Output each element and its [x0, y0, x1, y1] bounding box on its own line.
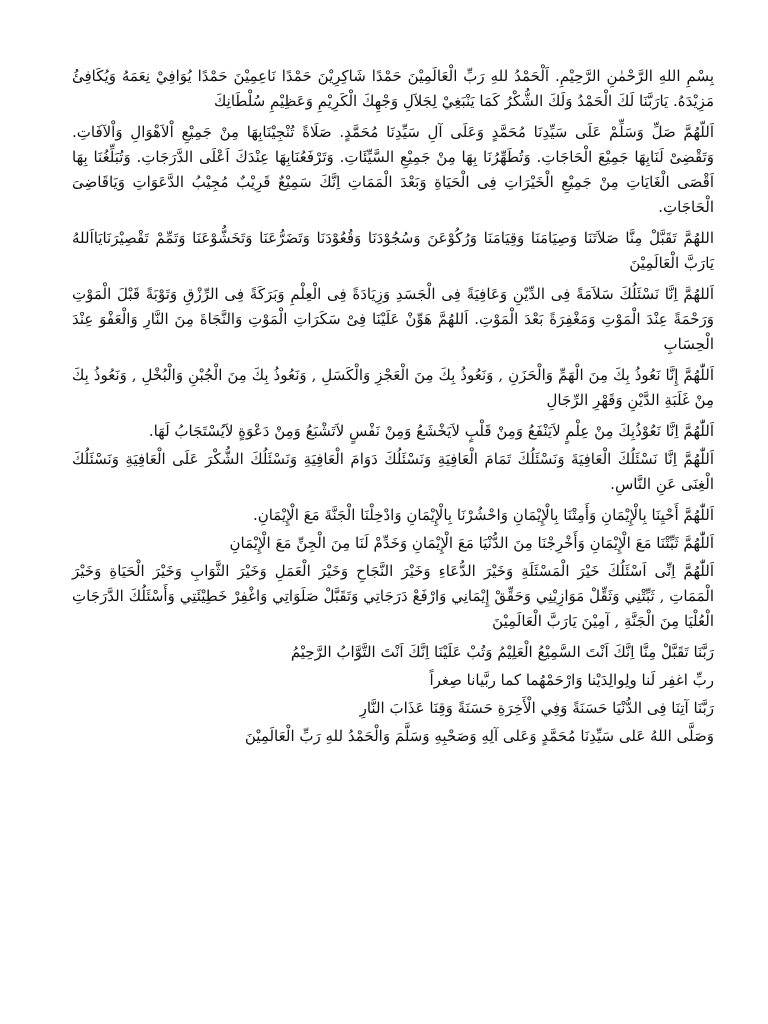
paragraph-salawat: اَللّهُمَّ صَلِّ وَسَلِّمْ عَلَى سَيِّدِنَا مُحَمَّدٍ وَعَلَى آلِ سَيِّدِنَا مُحَمَّدٍ. صَلَاةً تُنْجِيْنَابِهَا مِنْ جَمِيْعِ اْلاَهْوَالِ وَاْلآفَاتِ. وَتَقْضِىْ لَنَابِهَا جَمِيْعَ الْحَاجَاتِ. وَتُطَهِّرُنَا بِهَا مِنْ جَمِيْعِ السَّيِّئَاتِ. وَتَرْفَعُنَابِهَا عِنْدَكَ اَعْلَى الدَّرَجَاتِ. وَتُبَلِّغُنَا بِهَا اَقْصَى الْغَايَاتِ مِنْ جَمِيْعِ الْخَيْرَاتِ فِى الْحَيَاةِ وَبَعْدَ الْمَمَاتِ اِنَّكَ سَمِيْعٌ قَرِيْبٌ مُجِيْبُ الدَّعَوَاتِ وَيَاقَاضِىَ الْحَاجَاتِ. — [72, 123, 714, 216]
paragraph-rabbana-atina: رَبَّنَا آتِنَا فِى الدُّنْيَا حَسَنَةً وَفِي الْأَخِرَةِ حَسَنَةً وَقِنَا عَذَابَ النَّارِ — [359, 699, 714, 717]
paragraph-rabbana-taqabbal: رَبَّنَا تَقَبَّلْ مِنَّا اِنَّكَ اَنْتَ السَّمِيْعُ الْعَلِيْمُ وَتُبْ عَلَيْنَا اِنَّكَ اَنْتَ التَّوَّابُ الرَّحِيْمُ — [290, 643, 714, 661]
paragraph-refuge-prayer: اَللّٰهُمَّ إِنَّا نَعُوذُ بِكَ مِنَ الْهَمِّ وَالْحَزَنِ , وَنَعُوذُ بِكَ مِنَ الْعَجْزِ وَالْكَسَلِ , وَنَعُوذُ بِكَ مِنَ الْجُبْنِ وَالْبُخْلِ , وَنَعُوذُ بِكَ مِنْ غَلَبَةِ الدَّيْنِ وَقَهْرِ الرِّجَالِ — [72, 366, 714, 409]
paragraph-opening-praise: بِسْمِ اللهِ الرَّحْمٰنِ الرَّحِيْمِ. اَلْحَمْدُ للهِ رَبِّ الْعَالَمِيْنَ حَمْدًا شَاكِرِيْنَ حَمْدًا نَاعِمِيْنَ حَمْدًا يُوَافِيْ نِعَمَهُ وَيُكَافِئُ مَزِيْدَهُ. يَارَبَّنَا لَكَ الْحَمْدُ وَلَكَ الشُّكْرُ كَمَا يَنْبَغِيْ لِجَلاَلِ وَجْهِكَ الْكَرِيْمِ وَعَظِيْمِ سُلْطَانِكَ — [72, 67, 714, 110]
document-body — [72, 64, 714, 752]
paragraph-knowledge-refuge: اَللّٰهُمَّ اِنَّا نَعُوْذُبِكَ مِنْ عِلْمٍ لاَيَنْفَعُ وَمِنْ قَلْبٍ لاَيَخْشَعُ وَمِنْ نَفْسٍ لاَتَشْبَعُ وَمِنْ دَعْوَةٍ لاَيُسْتَجَابُ لَهَا. — [148, 422, 714, 440]
paragraph-best-request: اَللّٰهُمَّ اِنِّى اَسْئَلُكَ خَيْرَ الْمَسْئَلَةِ وَخَيْرَ الدُّعَاءِ وَخَيْرَ النَّجَاحِ وَخَيْرَ الْعَمَلِ وَخَيْرَ الثَّوَابِ وَخَيْرَ الْحَيَاةِ وَخَيْرَ الْمَمَاتِ , ثَبِّتْنِي وَثَقِّلْ مَوَازِيْنِي وَحَقِّقْ إِيْمَانِي وَارْفَعْ دَرَجَاتِي وَتَقَبَّلْ صَلَوَاتِي وَاغْفِرْ خَطِيْئَتِي وَأَسْئَلُكَ الدَّرَجَاتِ الْعُلْيَا مِنَ الْجَنَّةِ , آمِيْنَ يَارَبَّ الْعَالَمِيْنَ — [72, 562, 714, 630]
paragraph-closing: وَصَلَّى اللهُ عَلى سَيِّدِنَا مُحَمَّدٍ وَعَلى آلِهِ وَصَحْبِهِ وَسَلَّمَ وَالْحَمْدُ للهِ رَبِّ الْعَالَمِيْنَ — [244, 727, 714, 745]
paragraph-parents-prayer: ربِّ اغفِر لَنا ولِوالِدَيْنا وَارْحَمْهُما كما ربَّيانا صِغراً — [429, 671, 714, 689]
paragraph-iman-steadfast: اَللّٰهُمَّ ثَبِّتْنَا مَعَ الْإِيْمَانِ وَأَخْرِجْنَا مِنَ الدُّنْيَا مَعَ الْإِيْمَانِ وَخَدِّمْ لَنَا مِنَ الْجِنِّ مَعَ الْإِيْمَانِ — [229, 534, 714, 552]
paragraph-iman-life: اَللّٰهُمَّ أَحْيِنَا بِالْإِيْمَانِ وَأَمِتْنَا بِالْإِيْمَانِ وَاحْشُرْنَا بِالْإِيْمَانِ وَادْخِلْنَا الْجَنَّةَ مَعَ الْإِيْمَانِ. — [252, 506, 714, 524]
paragraph-acceptance-prayer: اللهُمَّ تَقَبَّلْ مِنَّا صَلاَتَنَا وَصِيَامَنَا وَقِيَامَنَا وَرُكُوْعَنَ وَسُجُوْدَنَا وَقُعُوْدَنَا وَتَضَرُّعَنَا وَتَخَشُّوْعَنَا وَتَمِّمْ تَقْصِيْرَنَايَااَللهُ يَارَبَّ الْعَالَمِيْنَ — [72, 229, 714, 272]
paragraph-afiyah-prayer: اَللّٰهُمَّ اِنَّا نَسْئَلُكَ الْعَافِيَةَ وَنَسْئَلُكَ تَمَامَ الْعَافِيَةِ وَنَسْئَلُكَ دَوَامَ الْعَافِيَةِ وَنَسْئَلُكَ الشُّكْرَ عَلَى الْعَافِيَةِ وَنَسْئَلُكَ الْغِنَى عَنِ النَّاسِ. — [72, 450, 714, 493]
paragraph-wellbeing-prayer: اَللهُمَّ اِنَّا نَسْئَلُكَ سَلاَمَةً فِى الدِّيْنِ وَعَافِيَةً فِى الْجَسَدِ وَزِيَادَةً فِى الْعِلْمِ وَبَرَكَةً فِى الرِّزْقِ وَتَوْبَةً قَبْلَ الْمَوْتِ وَرَحْمَةً عِنْدَ الْمَوْتِ وَمَغْفِرَةً بَعْدَ الْمَوْتِ. اَللهُمَّ هَوِّنْ عَلَيْنَا فِىْ سَكَرَاتِ الْمَوْتِ وَالنَّجَاةَ مِنَ النَّارِ وَالْعَفْوَ عِنْدَ الْحِسَابِ — [72, 285, 714, 353]
